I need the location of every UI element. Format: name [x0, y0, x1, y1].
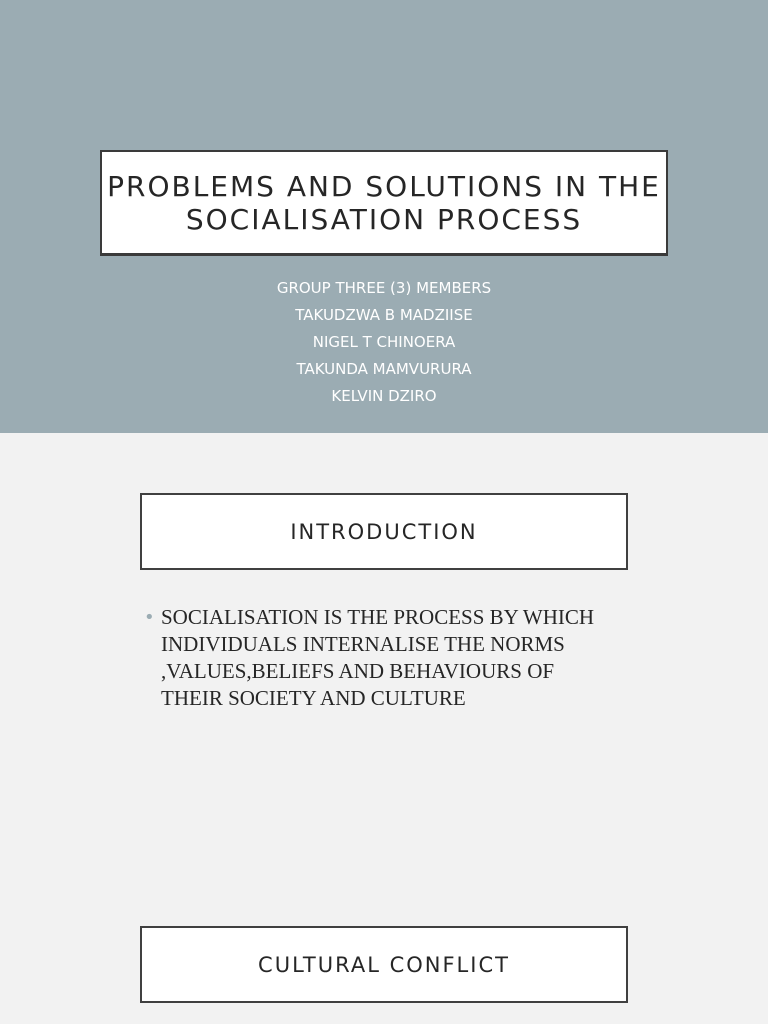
- bullet-text: SOCIALISATION IS THE PROCESS BY WHICH INDIVIDUALS INTERNALISE THE NORMS ,VALUES,BELIEFS AND BEHAVIOURS OF THEIR SOCIETY AND CULTURE: [161, 605, 595, 710]
- members-heading: GROUP THREE (3) MEMBERS: [276, 279, 492, 297]
- members-list: [0, 276, 768, 411]
- slide-title: PROBLEMS AND SOLUTIONS IN THE SOCIALISATION PROCESS: [107, 169, 661, 236]
- member-name: TAKUDZWA B MADZIISE: [295, 306, 473, 324]
- member-name: KELVIN DZIRO: [331, 387, 437, 405]
- title-slide: [0, 0, 768, 433]
- introduction-heading-box: [140, 493, 628, 570]
- title-box: [100, 150, 668, 256]
- member-name: TAKUNDA MAMVURURA: [296, 360, 472, 378]
- member-name: NIGEL T CHINOERA: [312, 333, 456, 351]
- introduction-heading: INTRODUCTION: [290, 519, 478, 544]
- cultural-conflict-heading: CULTURAL CONFLICT: [258, 952, 510, 977]
- cultural-conflict-heading-box: [140, 926, 628, 1003]
- bullet-item: [144, 604, 604, 712]
- bullet-icon: •: [144, 607, 155, 628]
